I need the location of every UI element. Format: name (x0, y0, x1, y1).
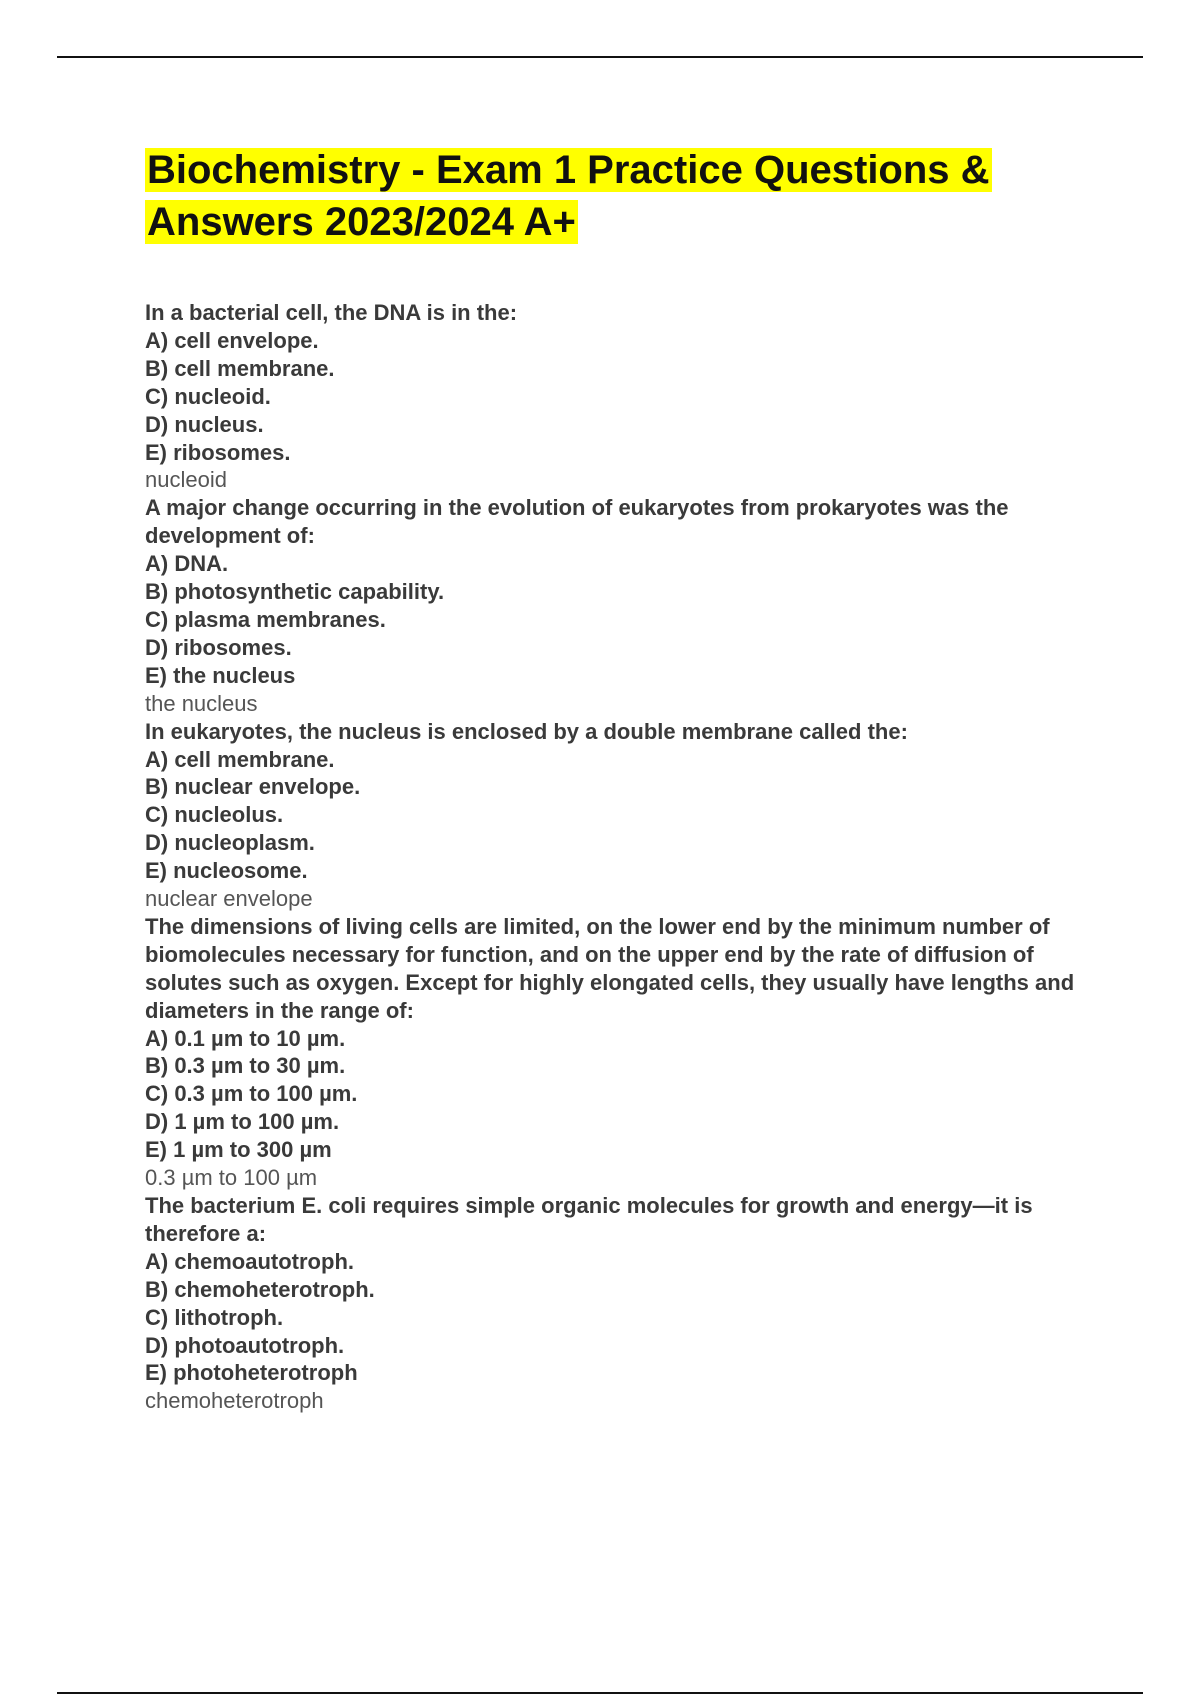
answer-option: A) 0.1 µm to 10 µm. (145, 1025, 346, 1051)
question-text: A major change occurring in the evolution of eukaryotes from prokaryotes was the development of: (145, 495, 1009, 549)
answer-option: B) 0.3 µm to 30 µm. (145, 1053, 346, 1079)
answer-option: C) 0.3 µm to 100 µm. (145, 1081, 358, 1107)
answer-option: C) nucleolus. (145, 802, 284, 828)
question-block (145, 1192, 1085, 1415)
document-title (145, 144, 1105, 248)
title-highlight: Biochemistry - Exam 1 Practice Questions & Answers 2023/2024 A+ (147, 148, 990, 244)
answer-option: D) nucleus. (145, 411, 264, 437)
answer-option: C) nucleoid. (145, 383, 271, 409)
top-rule (57, 56, 1143, 58)
correct-answer: 0.3 µm to 100 µm (145, 1165, 318, 1191)
question-block (145, 494, 1085, 717)
answer-option: D) 1 µm to 100 µm. (145, 1109, 340, 1135)
answer-option: E) 1 µm to 300 µm (145, 1137, 332, 1163)
answer-option: A) chemoautotroph. (145, 1248, 354, 1274)
bottom-rule (57, 1692, 1143, 1694)
answer-option: E) ribosomes. (145, 439, 291, 465)
answer-option: C) lithotroph. (145, 1304, 284, 1330)
answer-option: A) cell envelope. (145, 327, 319, 353)
question-block (145, 299, 1085, 494)
answer-option: A) cell membrane. (145, 746, 335, 772)
question-block (145, 718, 1085, 913)
question-text: The bacterium E. coli requires simple organic molecules for growth and energy—it is therefore a: (145, 1193, 1033, 1246)
answer-option: E) photoheterotroph (145, 1360, 358, 1386)
question-block (145, 913, 1085, 1192)
questions-list (145, 299, 1085, 1415)
question-text: In eukaryotes, the nucleus is enclosed by a double membrane called the: (145, 718, 908, 744)
correct-answer: chemoheterotroph (145, 1388, 324, 1414)
answer-option: B) chemoheterotroph. (145, 1276, 375, 1302)
correct-answer: the nucleus (145, 690, 258, 716)
question-text: In a bacterial cell, the DNA is in the: (145, 300, 518, 325)
correct-answer: nuclear envelope (145, 886, 313, 912)
answer-option: C) plasma membranes. (145, 606, 386, 632)
correct-answer: nucleoid (145, 467, 227, 493)
answer-option: E) the nucleus (145, 662, 296, 688)
answer-option: E) nucleosome. (145, 858, 308, 884)
answer-option: A) DNA. (145, 551, 229, 577)
answer-option: D) ribosomes. (145, 634, 292, 660)
answer-option: B) photosynthetic capability. (145, 579, 445, 605)
answer-option: B) nuclear envelope. (145, 774, 361, 800)
answer-option: D) photoautotroph. (145, 1332, 345, 1358)
question-text: The dimensions of living cells are limited, on the lower end by the minimum number of biomolecules necessary for function, and on the upper end by the rate of diffusion of solutes such as oxygen. Except for highly elongated cells, they usually have lengths and diameters in the range of: (145, 913, 1075, 1023)
answer-option: D) nucleoplasm. (145, 830, 315, 856)
answer-option: B) cell membrane. (145, 355, 335, 381)
